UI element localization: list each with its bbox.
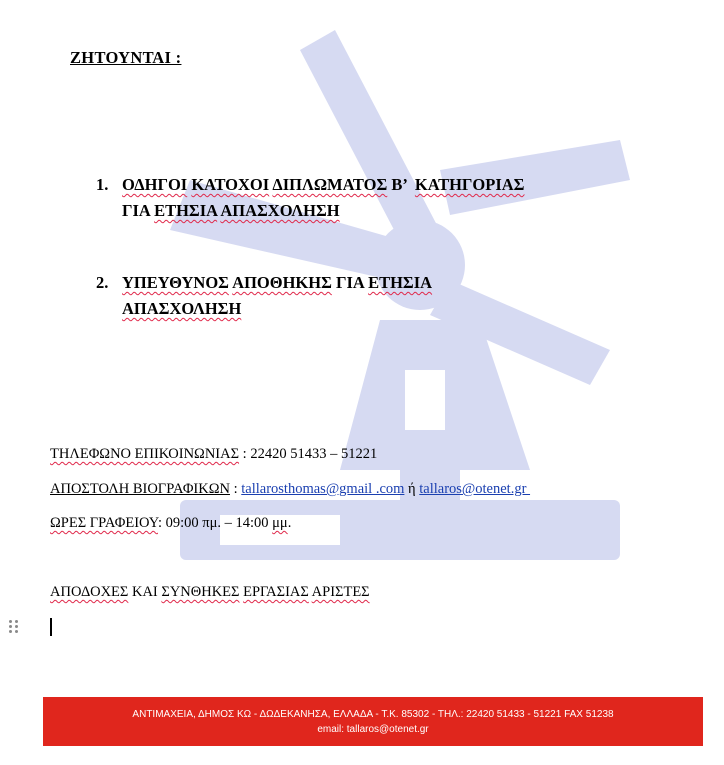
drag-handle-icon[interactable]	[9, 620, 19, 634]
text-word: ΕΤΗΣΙΑ	[154, 201, 218, 220]
phone-value: 22420 51433 – 51221	[250, 446, 378, 462]
text-word: ΥΠΕΥΘΥΝΟΣ	[122, 273, 229, 292]
text-word: ΑΠΟΔΟΧΕΣ	[50, 584, 129, 600]
list-item-drivers	[96, 172, 524, 224]
text-word: ΕΡΓΑΣΙΑΣ	[243, 584, 309, 600]
or-text: ή	[404, 481, 420, 497]
list-number: 1.	[96, 175, 109, 194]
text-word: ΚΑΤΗΓΟΡΙΑΣ	[414, 175, 525, 194]
email-link-otenet[interactable]: tallaros@otenet.gr	[419, 481, 531, 497]
phone-line	[50, 446, 377, 463]
heading-wanted: ΖΗΤΟΥΝΤΑΙ :	[70, 48, 182, 67]
phone-label: ΤΗΛΕΦΩΝΟ ΕΠΙΚΟΙΝΩΝΙΑΣ	[50, 446, 240, 462]
hours-suffix: μμ	[272, 515, 288, 531]
text-word: ΓΙΑ	[331, 273, 369, 292]
text-word: Β’	[387, 175, 415, 194]
cv-label: ΑΠΟΣΤΟΛΗ ΒΙΟΓΡΑΦΙΚΩΝ	[50, 481, 230, 497]
list-number: 2.	[96, 273, 109, 292]
text-word: ΑΡΙΣΤΕΣ	[311, 584, 370, 600]
text-word: ΚΑΤΟΧΟΙ	[191, 175, 270, 194]
footer-banner	[43, 697, 703, 746]
separator: :	[239, 446, 251, 462]
hours-label: ΩΡΕΣ ΓΡΑΦΕΙΟΥ	[50, 515, 158, 531]
footer-address: ΑΝΤΙΜΑΧΕΙΑ, ΔΗΜΟΣ ΚΩ - ΔΩΔΕΚΑΝΗΣΑ, ΕΛΛΑΔΑ - Τ.Κ. 85302 - ΤΗΛ.: 22420 51433 - 51221 FAX 51238	[132, 708, 614, 720]
list-item-warehouse-manager	[96, 270, 432, 322]
hours-dot: .	[287, 515, 292, 531]
text-word: ΣΥΝΘΗΚΕΣ	[161, 584, 240, 600]
footer-email: email: tallaros@otenet.gr	[317, 723, 429, 735]
separator: :	[229, 481, 242, 497]
hours-value: : 09:00 πμ. – 14:00	[157, 515, 273, 531]
email-link-gmail[interactable]: tallarosthomas@gmail .com	[241, 481, 405, 497]
text-word: ΟΔΗΓΟΙ	[122, 175, 188, 194]
benefits-line	[50, 584, 370, 601]
text-word: ΚΑΙ	[128, 584, 162, 600]
text-word: ΑΠΑΣΧΟΛΗΣΗ	[122, 299, 242, 318]
text-word: ΕΤΗΣΙΑ	[368, 273, 433, 292]
cv-line	[50, 481, 530, 498]
hours-line	[50, 515, 291, 532]
text-word: ΔΙΠΛΩΜΑΤΟΣ	[272, 175, 388, 194]
text-word: ΑΠΑΣΧΟΛΗΣΗ	[220, 201, 340, 220]
text-cursor[interactable]	[50, 618, 52, 636]
text-word: ΓΙΑ	[122, 201, 155, 220]
text-word: ΑΠΟΘΗΚΗΣ	[232, 273, 332, 292]
